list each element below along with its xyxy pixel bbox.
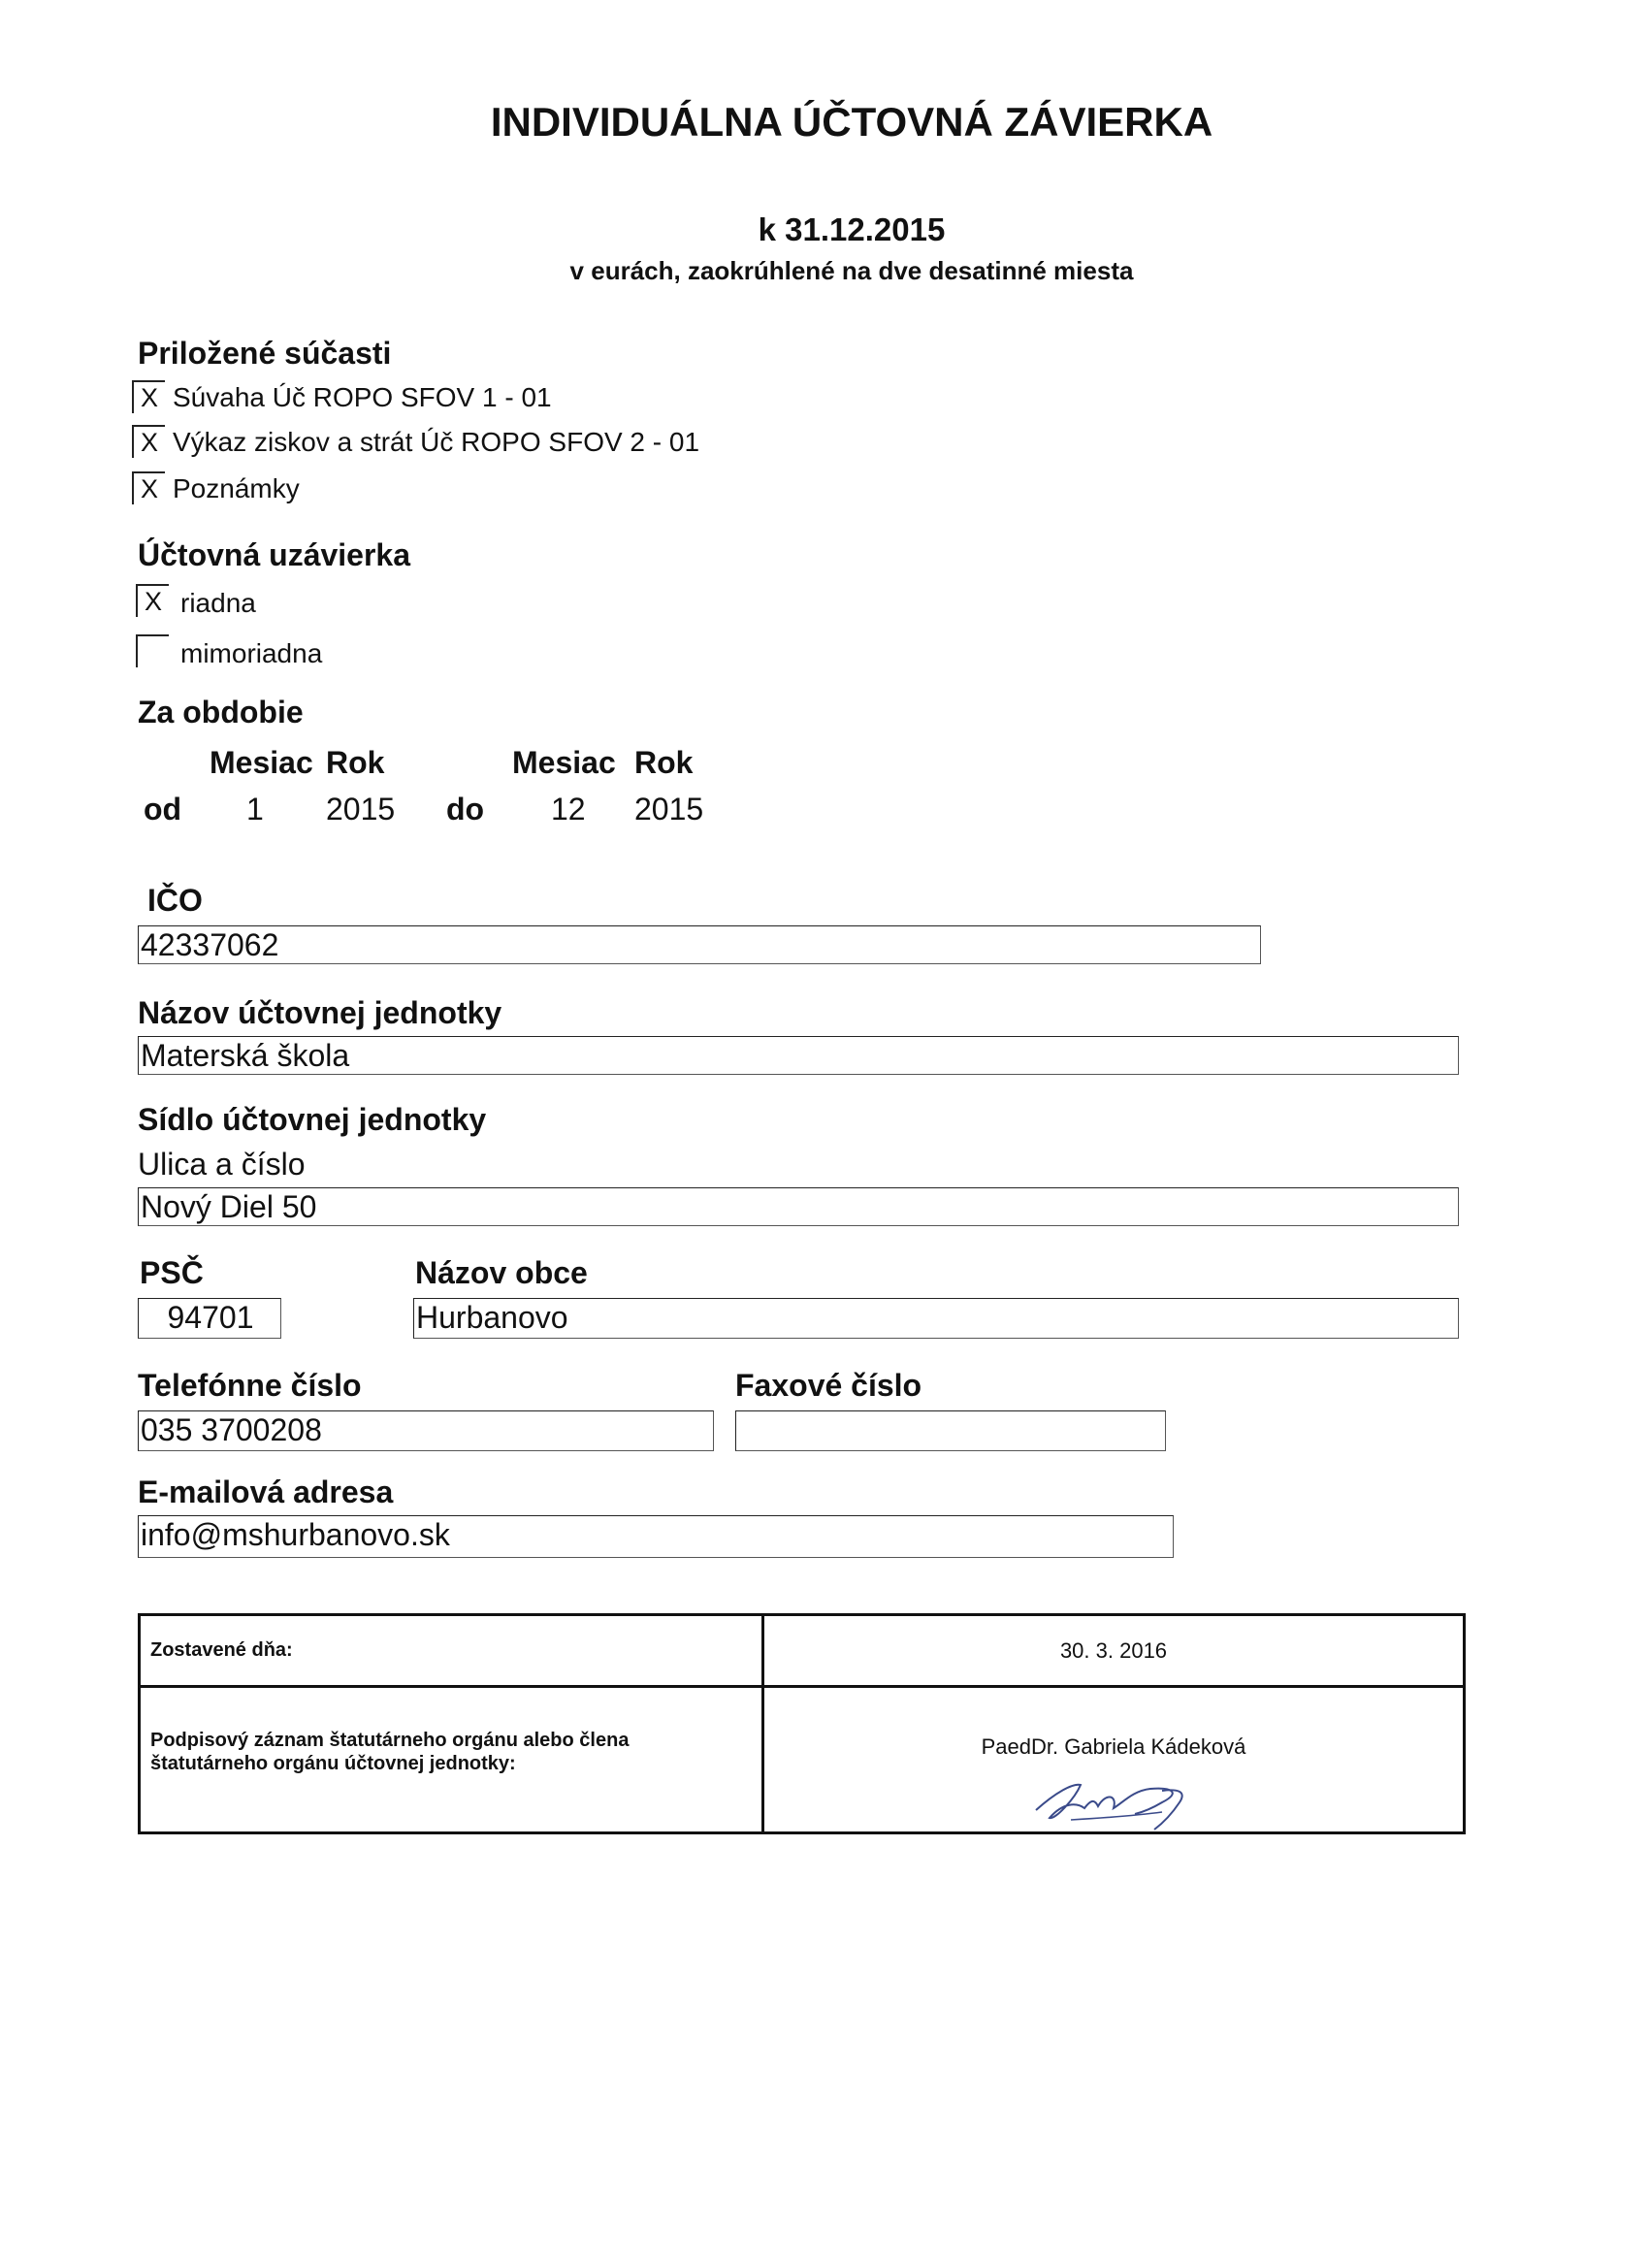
document-subtitle: v eurách, zaokrúhlené na dve desatinné miesta	[569, 256, 1134, 285]
ico-field[interactable]: 42337062	[138, 925, 1261, 964]
signature-table	[138, 1613, 1466, 1834]
attachment-checkbox-2[interactable]: X	[132, 425, 165, 458]
signature-record-label: Podpisový záznam štatutárneho orgánu alebo člena štatutárneho orgánu účtovnej jednotky:	[140, 1687, 763, 1833]
psc-label: PSČ	[140, 1255, 204, 1290]
handwritten-signature	[1017, 1764, 1211, 1831]
attachment-label-3: Poznámky	[173, 473, 300, 503]
fax-label: Faxové číslo	[735, 1368, 922, 1403]
period-to-year: 2015	[634, 792, 704, 826]
closing-extraordinary-label: mimoriadna	[180, 638, 323, 668]
city-label: Názov obce	[415, 1255, 588, 1290]
attachment-checkbox-1[interactable]: X	[132, 380, 165, 413]
period-heading: Za obdobie	[138, 695, 304, 729]
period-from-year: 2015	[326, 792, 396, 826]
attachments-heading: Priložené súčasti	[138, 336, 392, 371]
street-field[interactable]: Nový Diel 50	[138, 1187, 1459, 1226]
period-from-year-header: Rok	[326, 745, 385, 780]
fax-field[interactable]	[735, 1410, 1166, 1451]
period-to-month-header: Mesiac	[512, 745, 616, 780]
period-to-year-header: Rok	[634, 745, 694, 780]
closing-extraordinary-checkbox[interactable]	[136, 634, 169, 667]
attachment-label-1: Súvaha Úč ROPO SFOV 1 - 01	[173, 382, 552, 412]
document-title: INDIVIDUÁLNA ÚČTOVNÁ ZÁVIERKA	[490, 99, 1213, 145]
closing-regular-checkbox[interactable]: X	[136, 584, 169, 617]
entity-name-field[interactable]: Materská škola	[138, 1036, 1459, 1075]
city-field[interactable]: Hurbanovo	[413, 1298, 1459, 1339]
period-to-month: 12	[551, 792, 586, 826]
email-field[interactable]: info@mshurbanovo.sk	[138, 1515, 1174, 1558]
attachment-label-2: Výkaz ziskov a strát Úč ROPO SFOV 2 - 01	[173, 427, 700, 457]
compiled-date-label: Zostavené dňa:	[140, 1615, 763, 1687]
period-from-label: od	[144, 792, 182, 826]
street-label: Ulica a číslo	[138, 1147, 306, 1182]
phone-label: Telefónne číslo	[138, 1368, 362, 1403]
closing-heading: Účtovná uzávierka	[138, 537, 411, 572]
attachment-checkbox-3[interactable]: X	[132, 471, 165, 504]
entity-name-label: Názov účtovnej jednotky	[138, 995, 502, 1030]
phone-field[interactable]: 035 3700208	[138, 1410, 714, 1451]
address-label: Sídlo účtovnej jednotky	[138, 1102, 487, 1137]
signature-cell	[763, 1687, 1465, 1833]
period-from-month: 1	[246, 792, 264, 826]
closing-regular-label: riadna	[180, 588, 256, 618]
compiled-date-value: 30. 3. 2016	[763, 1615, 1465, 1687]
period-from-month-header: Mesiac	[210, 745, 313, 780]
ico-label: IČO	[147, 883, 203, 918]
signer-name: PaedDr. Gabriela Kádeková	[981, 1734, 1246, 1759]
psc-field[interactable]: 94701	[138, 1298, 281, 1339]
period-to-label: do	[446, 792, 485, 826]
email-label: E-mailová adresa	[138, 1474, 394, 1509]
document-date: k 31.12.2015	[758, 211, 946, 247]
